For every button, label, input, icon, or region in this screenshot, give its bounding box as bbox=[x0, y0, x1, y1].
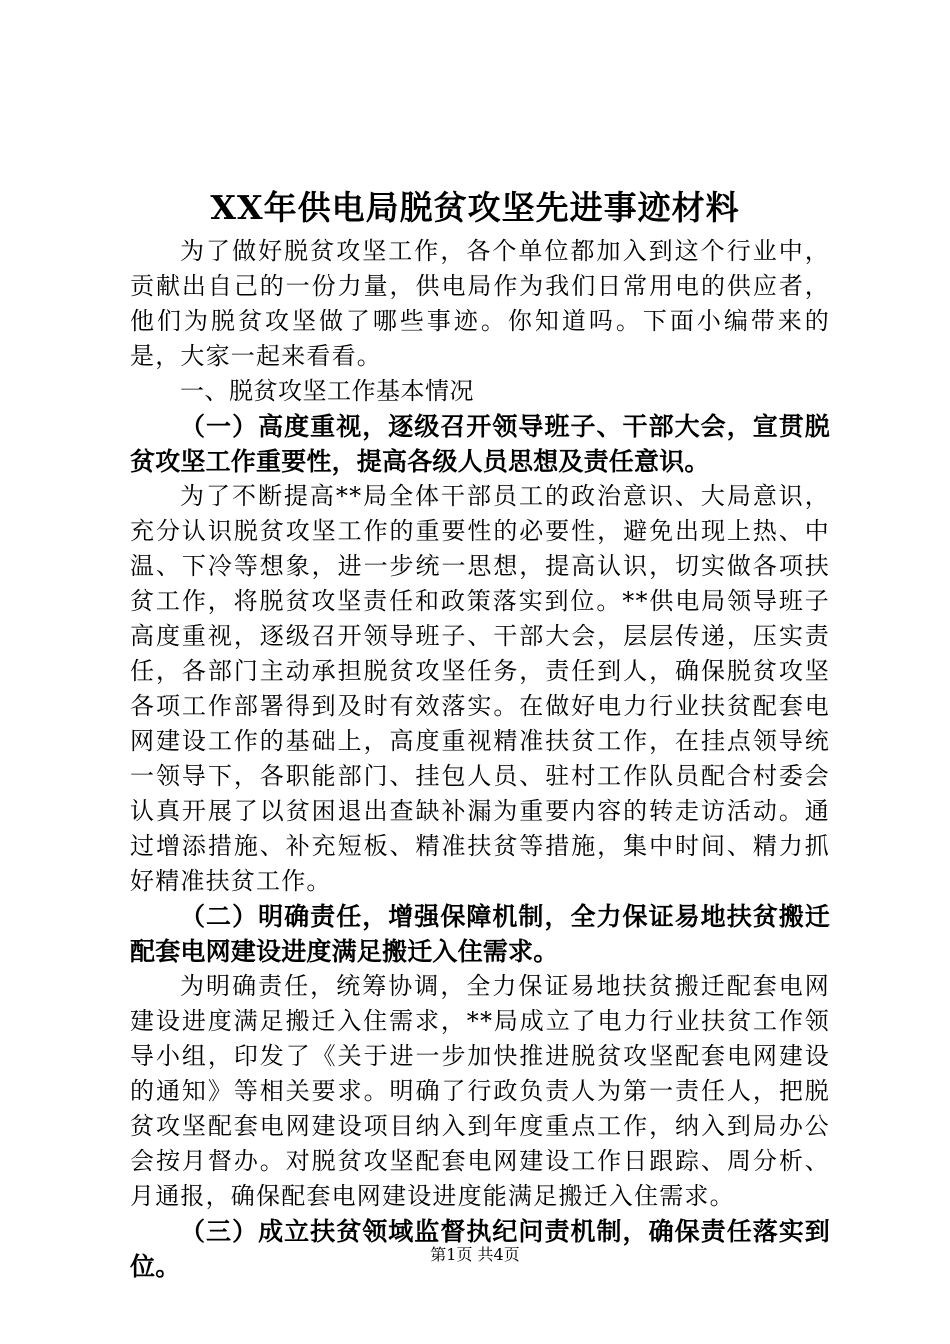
page-footer bbox=[0, 1244, 950, 1266]
body-paragraph-1: 为了不断提高**局全体干部员工的政治意识、大局意识，充分认识脱贫攻坚工作的重要性的必要性，避免出现上热、中温、下冷等想象，进一步统一思想，提高认识，切实做各项扶贫工作，将脱贫攻坚责任和政策落实到位。**供电局领导班子高度重视，逐级召开领导班子、干部大会，层层传递，压实责任，各部门主动承担脱贫攻坚任务，责任到人，确保脱贫攻坚各项工作部署得到及时有效落实。在做好电力行业扶贫配套电网建设工作的基础上，高度重视精准扶贫工作，在挂点领导统一领导下，各职能部门、挂包人员、驻村工作队员配合村委会认真开展了以贫困退出查缺补漏为重要内容的转走访活动。通过增添措施、补充短板、精准扶贫等措施，集中时间、精力抓好精准扶贫工作。 bbox=[130, 482, 830, 895]
document-body bbox=[130, 234, 830, 1284]
body-paragraph-2: 为明确责任，统筹协调，全力保证易地扶贫搬迁配套电网建设进度满足搬迁入住需求，**局成立了电力行业扶贫工作领导小组，印发了《关于进一步加快推进脱贫攻坚配套电网建设的通知》等相关要求。明确了行政负责人为第一责任人，把脱贫攻坚配套电网建设项目纳入到年度重点工作，纳入到局办公会按月督办。对脱贫攻坚配套电网建设工作日跟踪、周分析、月通报，确保配套电网建设进度能满足搬迁入住需求。 bbox=[130, 972, 830, 1210]
page-number: 第1页 共4页 bbox=[430, 1245, 520, 1264]
document-title: XX年供电局脱贫攻坚先进事迹材料 bbox=[210, 188, 740, 227]
intro-paragraph: 为了做好脱贫攻坚工作，各个单位都加入到这个行业中，贡献出自己的一份力量，供电局作为我们日常用电的供应者，他们为脱贫攻坚做了哪些事迹。你知道吗。下面小编带来的是，大家一起来看看。 bbox=[130, 237, 830, 370]
subsection-heading-2: （二）明确责任，增强保障机制，全力保证易地扶贫搬迁配套电网建设进度满足搬迁入住需求。 bbox=[130, 902, 830, 966]
subsection-heading-1: （一）高度重视，逐级召开领导班子、干部大会，宣贯脱贫攻坚工作重要性，提高各级人员思想及责任意识。 bbox=[130, 412, 830, 476]
subsection-heading-3: （三）成立扶贫领域监督执纪问责机制，确保责任落实到位。 bbox=[130, 1217, 830, 1281]
section-heading-1: 一、脱贫攻坚工作基本情况 bbox=[180, 377, 474, 405]
